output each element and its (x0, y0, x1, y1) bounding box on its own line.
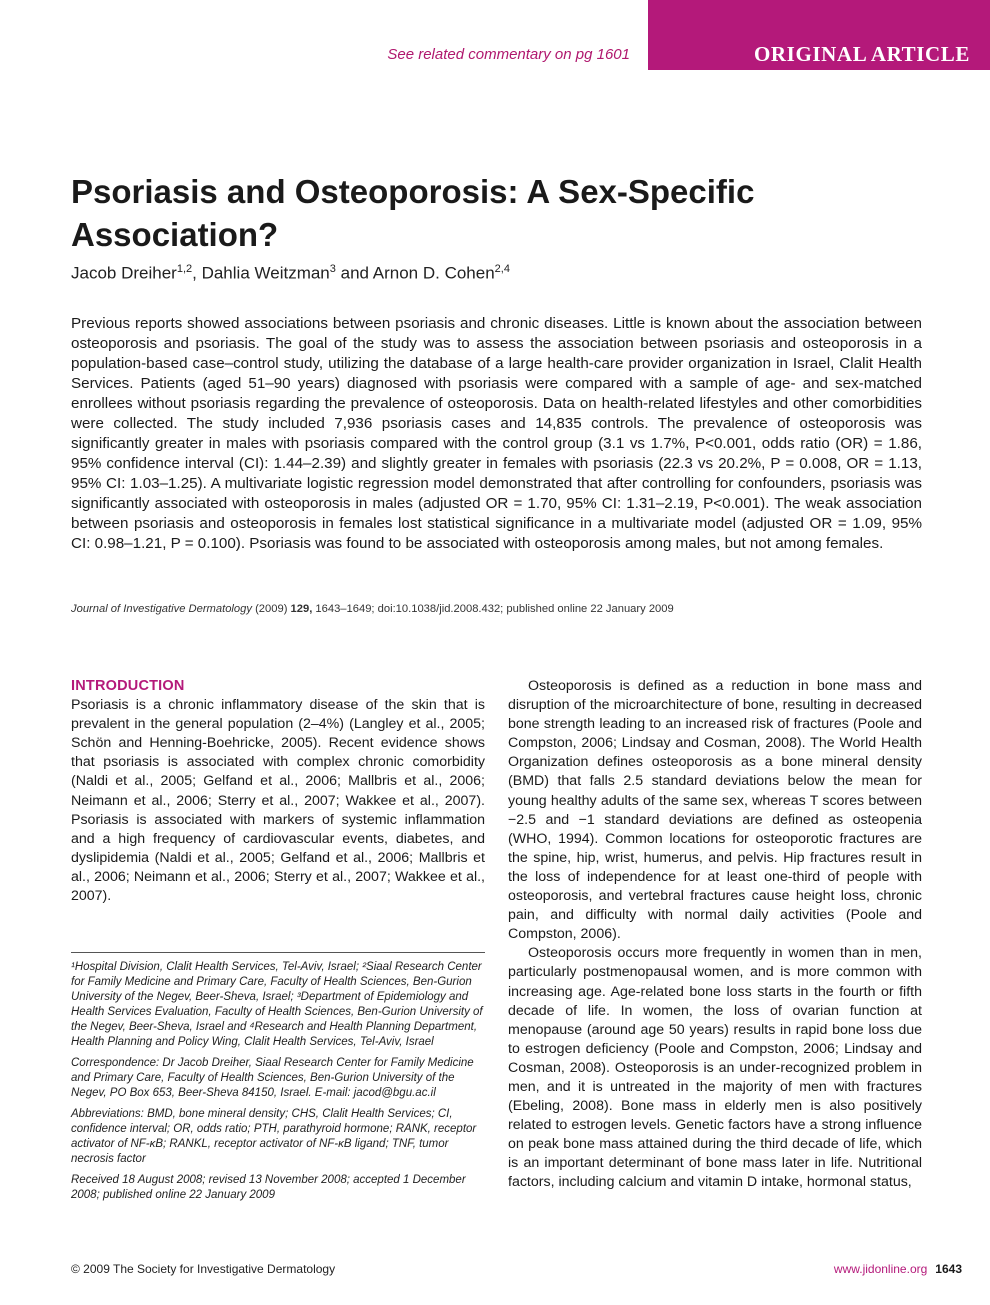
affiliations-footnote: ¹Hospital Division, Clalit Health Services, Tel-Aviv, Israel; ²Siaal Research Center for Family Medicine and Primary Care, Faculty of Health Sciences, Ben-Gurion University of the Negev, Beer-Sheva, Israel; ³Department of Epidemiology and Health Services Evaluation, Faculty of Health Sciences, Ben-Gurion University of the Negev, Beer-Sheva, Israel and ⁴Research and Health Planning Department, Health Planning and Policy Wing, Clalit Health Services, Tel-Aviv, Israel (71, 961, 483, 1048)
introduction-heading: INTRODUCTION (71, 678, 185, 694)
footer-right (834, 1262, 962, 1276)
copyright-notice: © 2009 The Society for Investigative Dermatology (71, 1262, 336, 1276)
journal-website-link[interactable]: www.jidonline.org (833, 1262, 928, 1276)
author-separator: and (335, 263, 373, 283)
abbreviations-footnote: Abbreviations: BMD, bone mineral density; CHS, Clalit Health Services; CI, confidence interval; OR, odds ratio; PTH, parathyroid hormone; RANK, receptor activator of NF-κB; RANKL, receptor activator of NF-κB ligand; TNF, tumor necrosis factor (71, 1108, 477, 1165)
right-column (508, 677, 922, 1193)
author-list (71, 263, 510, 284)
footnotes (71, 960, 485, 1209)
author-affiliation: 1,2 (176, 263, 193, 275)
received-footnote: Received 18 August 2008; revised 13 November 2008; accepted 1 December 2008; published online 22 January 2009 (71, 1174, 466, 1201)
article-type-label: ORIGINAL ARTICLE (753, 42, 970, 66)
author-affiliation: 3 (329, 263, 336, 275)
article-type-banner (648, 0, 990, 70)
citation-year: (2009) (251, 603, 291, 615)
author-name: Dahlia Weitzman (201, 263, 330, 283)
left-column (71, 677, 485, 906)
body-paragraph: Osteoporosis occurs more frequently in women than in men, particularly postmenopausal women, and is more common with increasing age. Age-related bone loss starts in the fourth or fifth decade of life. In women, the loss of ovarian function at menopause (around age 50 years) results in rapid bone loss due to estrogen deficiency (Poole and Compston, 2006; Lindsay and Cosman, 2008). Osteoporosis is an under-recognized problem in men, and it is untreated in the majority of men with fractures (Ebeling, 2008). Bone mass in elderly men is also positively related to estrogen levels. Genetic factors have a strong influence on peak bone mass attained during the third decade of life, which is an important determinant of bone mass later in life. Nutritional factors, including calcium and vitamin D intake, hormonal status, (508, 945, 922, 1191)
citation-volume: 129, (290, 603, 313, 615)
citation-details: 1643–1649; doi:10.1038/jid.2008.432; published online 22 January 2009 (312, 603, 674, 615)
footnote-divider (71, 952, 485, 953)
related-commentary-link[interactable]: See related commentary on pg 1601 (387, 46, 630, 63)
author-affiliation: 2,4 (494, 263, 510, 275)
page-number: 1643 (935, 1262, 962, 1276)
correspondence-footnote: Correspondence: Dr Jacob Dreiher, Siaal Research Center for Family Medicine and Primary Care, Faculty of Health Sciences, Ben-Gurion University of the Negev, PO Box 653, Beer-Sheva 84150, Israel. E-mail: jacod@bgu.ac.il (71, 1057, 474, 1099)
article-title: Psoriasis and Osteoporosis: A Sex-Specific Association? (71, 173, 755, 253)
author-separator: , (192, 263, 202, 283)
author-name: Jacob Dreiher (71, 263, 177, 283)
journal-name: Journal of Investigative Dermatology (71, 603, 252, 615)
abstract: Previous reports showed associations between psoriasis and chronic diseases. Little is known about the association between osteoporosis and psoriasis. The goal of the study was to assess the association between psoriasis and osteoporosis in a population-based case–control study, utilizing the database of a large health-care provider organization in Israel, Clalit Health Services. Patients (aged 51–90 years) diagnosed with psoriasis were compared with a sample of age- and sex-matched enrollees without psoriasis regarding the prevalence of osteoporosis. Data on health-related lifestyles and other comorbidities were collected. The study included 7,936 psoriasis cases and 14,835 controls. The prevalence of osteoporosis was significantly greater in males with psoriasis compared with the control group (3.1 vs 1.7%, P<0.001, odds ratio (OR) = 1.86, 95% confidence interval (CI): 1.44–2.39) and slightly greater in females with psoriasis (22.3 vs 20.2%, P = 0.008, OR = 1.13, 95% CI: 1.03–1.25). A multivariate logistic regression model demonstrated that after controlling for confounders, psoriasis was significantly associated with osteoporosis in males (adjusted OR = 1.70, 95% CI: 1.31–2.19, P<0.001). The weak association between psoriasis and osteoporosis in females lost statistical significance in a multivariate model (adjusted OR = 1.09, 95% CI: 0.98–1.21, P = 0.100). Psoriasis was found to be associated with osteoporosis among males, but not among females. (71, 315, 922, 552)
journal-citation (71, 603, 922, 615)
body-paragraph: Osteoporosis is defined as a reduction in bone mass and disruption of the microarchitecture of bone, resulting in decreased bone strength leading to an increased risk of fractures (Poole and Compston, 2006; Lindsay and Cosman, 2008). The World Health Organization defines osteoporosis as a bone mineral density (BMD) that falls 2.5 standard deviations below the mean for young healthy adults of the same sex, whereas T scores between −2.5 and −1 standard deviations are defined as osteopenia (WHO, 1994). Common locations for osteoporotic fractures are the spine, hip, wrist, humerus, and pelvis. Hip fractures result in the loss of independence for at least one-third of people with osteoporosis, and vertebral fractures cause height loss, chronic pain, and difficulty with normal daily activities (Poole and Compston, 2006). (508, 678, 922, 943)
author-name: Arnon D. Cohen (372, 263, 495, 283)
introduction-paragraph: Psoriasis is a chronic inflammatory disease of the skin that is prevalent in the general population (2–4%) (Langley et al., 2005; Schön and Henning-Boehricke, 2005). Recent evidence shows that psoriasis is associated with complex chronic comorbidity (Naldi et al., 2005; Gelfand et al., 2006; Mallbris et al., 2006; Neimann et al., 2006; Sterry et al., 2007; Wakkee et al., 2007). Psoriasis is associated with markers of systemic inflammation and a high frequency of cardiovascular events, diabetes, and dyslipidemia (Naldi et al., 2005; Gelfand et al., 2006; Mallbris et al., 2006; Neimann et al., 2006; Sterry et al., 2007; Wakkee et al., 2007). (71, 697, 485, 905)
